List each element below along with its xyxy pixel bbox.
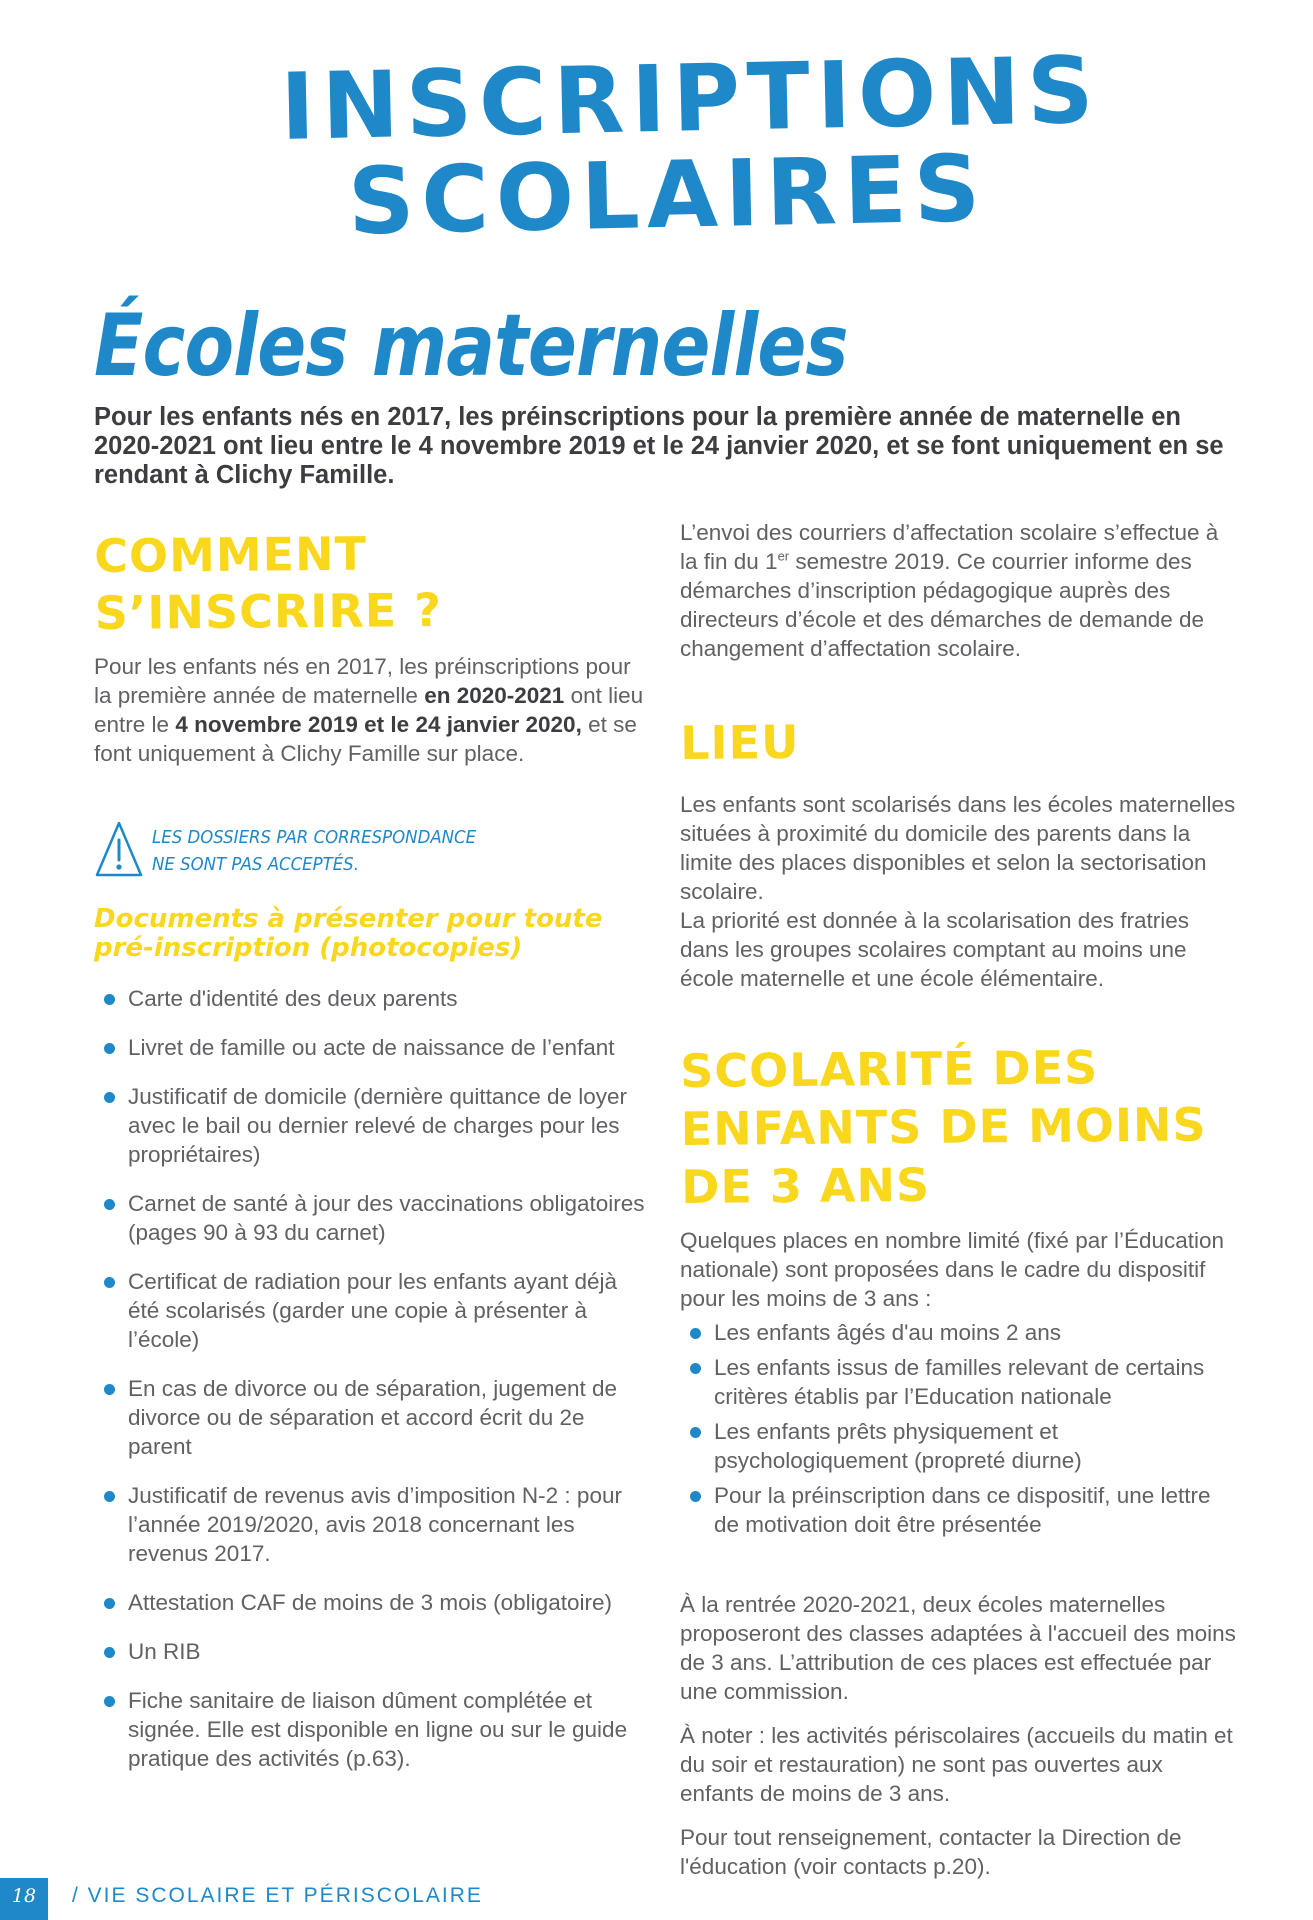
list-item: Certificat de radiation pour les enfants ayant déjà été scolarisés (garder une copie à présenter à l’école)	[94, 1267, 654, 1354]
scolarite-paragraph-4: Pour tout renseignement, contacter la Direction de l'éducation (voir contacts p.20).	[680, 1825, 1182, 1879]
list-item: Justificatif de domicile (dernière quittance de loyer avec le bail ou dernier relevé de charges pour les propriétaires)	[94, 1082, 654, 1169]
heading-scolarite: SCOLARITÉ DES ENFANTS DE MOINS DE 3 ANS	[680, 1040, 1207, 1214]
documents-heading: Documents à présenter pour toute pré-inscription (photocopies)	[94, 904, 603, 963]
list-item: Les enfants issus de familles relevant de certains critères établis par l’Education nationale	[680, 1353, 1240, 1411]
list-item: Un RIB	[94, 1637, 654, 1666]
warning-text: LES DOSSIERS PAR CORRESPONDANCE NE SONT PAS ACCEPTÉS.	[152, 827, 477, 875]
scolarite-paragraph-2: À la rentrée 2020-2021, deux écoles maternelles proposeront des classes adaptées à l'accueil des moins de 3 ans. L’attribution de ces places est effectuée par une commission.	[680, 1592, 1236, 1704]
page-number: 18	[0, 1878, 48, 1920]
list-item: Les enfants âgés d'au moins 2 ans	[680, 1318, 1240, 1347]
scolarite-paragraph-1: Quelques places en nombre limité (fixé par l’Éducation nationale) sont proposées dans le cadre du dispositif pour les moins de 3 ans :	[680, 1228, 1225, 1311]
heading-lieu: LIEU	[679, 714, 800, 770]
comment-paragraph: Pour les enfants nés en 2017, les préinscriptions pour la première année de maternelle en 2020-2021 ont lieu entre le 4 novembre 2019 et le 24 janvier 2020, et se font uniquement à Clichy Famille sur place.	[94, 654, 644, 766]
list-item: Fiche sanitaire de liaison dûment complétée et signée. Elle est disponible en ligne ou sur le guide pratique des activités (p.63).	[94, 1686, 654, 1773]
list-item: Carnet de santé à jour des vaccinations obligatoires (pages 90 à 93 du carnet)	[94, 1189, 654, 1247]
title-line-1: INSCRIPTIONS	[279, 36, 1102, 161]
heading-comment-sinscrire: COMMENT S’INSCRIRE ?	[94, 526, 443, 640]
list-item: Livret de famille ou acte de naissance de l’enfant	[94, 1033, 654, 1062]
title-line-2: SCOLAIRES	[346, 135, 989, 256]
section-title: Écoles maternelles	[94, 296, 848, 396]
documents-list	[94, 984, 654, 1793]
list-item: Justificatif de revenus avis d’imposition N-2 : pour l’année 2019/2020, avis 2018 concernant les revenus 2017.	[94, 1481, 654, 1568]
page-title	[0, 38, 1313, 257]
lieu-paragraph-2: La priorité est donnée à la scolarisation des fratries dans les groupes scolaires comptant au moins une école maternelle et une école élémentaire.	[680, 908, 1190, 991]
list-item: Les enfants prêts physiquement et psychologiquement (propreté diurne)	[680, 1417, 1240, 1475]
scolarite-list	[680, 1318, 1240, 1545]
list-item: Pour la préinscription dans ce dispositif, une lettre de motivation doit être présentée	[680, 1481, 1240, 1539]
warning-notice	[94, 820, 514, 884]
scolarite-paragraph-3: À noter : les activités périscolaires (accueils du matin et du soir et restauration) ne sont pas ouvertes aux enfants de moins de 3 ans.	[680, 1723, 1233, 1806]
list-item: Attestation CAF de moins de 3 mois (obligatoire)	[94, 1588, 654, 1617]
list-item: En cas de divorce ou de séparation, jugement de divorce ou de séparation et accord écrit du 2e parent	[94, 1374, 654, 1461]
courrier-paragraph: L’envoi des courriers d’affectation scolaire s’effectue à la fin du 1er semestre 2019. Ce courrier informe des démarches d’inscription pédagogique auprès des directeurs d’école et des démarches de demande de changement d’affectation scolaire.	[680, 520, 1219, 661]
warning-triangle-icon	[94, 820, 144, 878]
list-item: Carte d'identité des deux parents	[94, 984, 654, 1013]
lieu-text	[680, 790, 1240, 993]
intro-paragraph: Pour les enfants nés en 2017, les préinscriptions pour la première année de maternelle en 2020-2021 ont lieu entre le 4 novembre 2019 et le 24 janvier 2020, et se font uniquement en se rendant à Clichy Famille.	[94, 403, 1224, 489]
lieu-paragraph-1: Les enfants sont scolarisés dans les écoles maternelles situées à proximité du domicile des parents dans la limite des places disponibles et selon la sectorisation scolaire.	[680, 792, 1236, 904]
footer-section-label: / VIE SCOLAIRE ET PÉRISCOLAIRE	[72, 1884, 483, 1907]
